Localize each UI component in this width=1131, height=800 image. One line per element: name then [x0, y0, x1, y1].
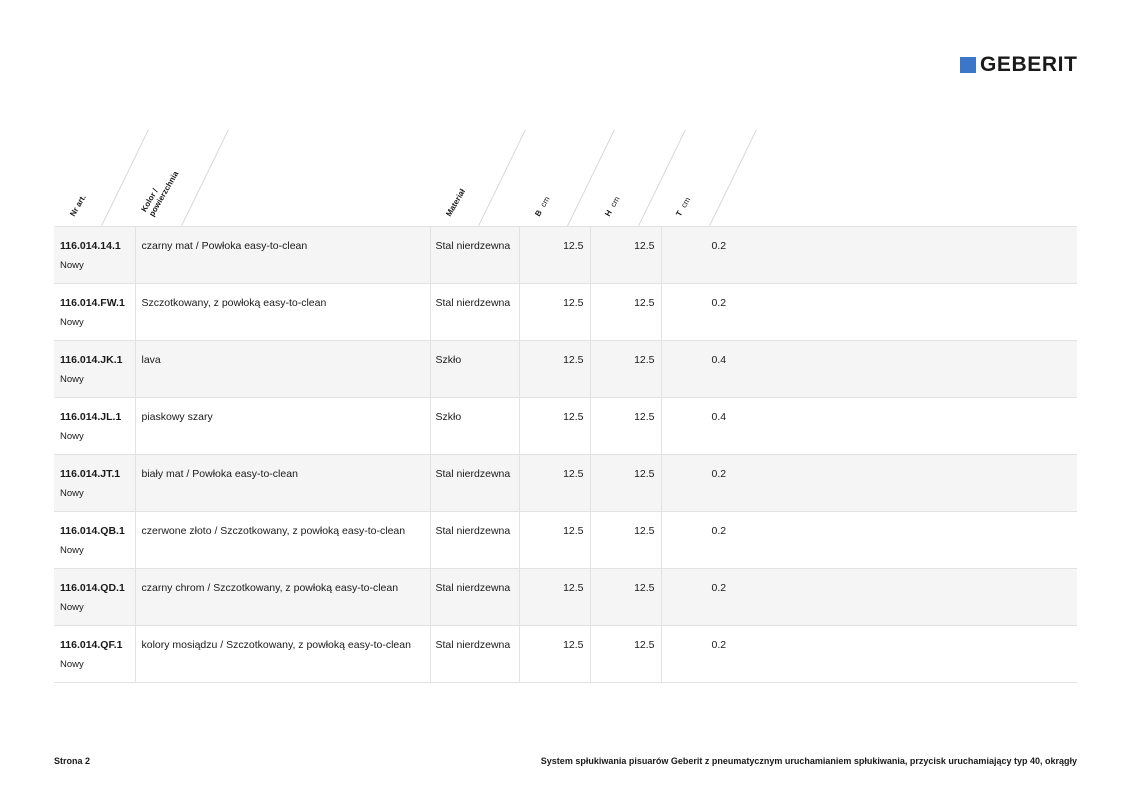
depth-cell: 0.2 — [661, 227, 732, 284]
color-cell: biały mat / Powłoka easy-to-clean — [135, 455, 430, 512]
depth-cell: 0.2 — [661, 626, 732, 683]
table-row — [54, 341, 1077, 398]
new-badge: Nowy — [60, 545, 84, 556]
product-table — [54, 226, 1077, 683]
depth-cell: 0.2 — [661, 569, 732, 626]
empty-cell — [732, 512, 1077, 569]
article-cell — [54, 341, 135, 398]
table-row — [54, 626, 1077, 683]
depth-cell: 0.2 — [661, 512, 732, 569]
color-cell: Szczotkowany, z powłoką easy-to-clean — [135, 284, 430, 341]
article-number: 116.014.QF.1 — [60, 639, 123, 651]
geberit-logo — [960, 55, 1078, 75]
new-badge: Nowy — [60, 602, 84, 613]
header-divider — [101, 130, 149, 226]
article-cell — [54, 227, 135, 284]
header-divider — [478, 130, 526, 226]
column-header-art: Nr art. — [68, 193, 88, 218]
width-cell: 12.5 — [519, 284, 590, 341]
height-cell: 12.5 — [590, 398, 661, 455]
new-badge: Nowy — [60, 374, 84, 385]
height-cell: 12.5 — [590, 284, 661, 341]
empty-cell — [732, 398, 1077, 455]
width-cell: 12.5 — [519, 398, 590, 455]
column-header-h: Hcm — [603, 194, 622, 218]
width-cell: 12.5 — [519, 341, 590, 398]
depth-cell: 0.4 — [661, 341, 732, 398]
color-cell: czarny chrom / Szczotkowany, z powłoką easy-to-clean — [135, 569, 430, 626]
table-row — [54, 284, 1077, 341]
material-cell: Stal nierdzewna — [430, 455, 519, 512]
empty-cell — [732, 227, 1077, 284]
table-row — [54, 398, 1077, 455]
height-cell: 12.5 — [590, 569, 661, 626]
width-cell: 12.5 — [519, 455, 590, 512]
header-divider — [709, 130, 757, 226]
new-badge: Nowy — [60, 488, 84, 499]
article-number: 116.014.14.1 — [60, 240, 121, 252]
new-badge: Nowy — [60, 260, 84, 271]
article-cell — [54, 284, 135, 341]
table-row — [54, 455, 1077, 512]
article-cell — [54, 512, 135, 569]
table-row — [54, 227, 1077, 284]
article-number: 116.014.JT.1 — [60, 468, 121, 480]
depth-cell: 0.4 — [661, 398, 732, 455]
document-title: System spłukiwania pisuarów Geberit z pneumatycznym uruchamianiem spłukiwania, przycisk uruchamiający typ 40, okrągły — [540, 756, 1077, 766]
empty-cell — [732, 569, 1077, 626]
material-cell: Stal nierdzewna — [430, 227, 519, 284]
article-number: 116.014.JK.1 — [60, 354, 123, 366]
color-cell: lava — [135, 341, 430, 398]
table-row — [54, 512, 1077, 569]
empty-cell — [732, 284, 1077, 341]
table-header — [54, 130, 1077, 226]
width-cell: 12.5 — [519, 569, 590, 626]
page-number: Strona 2 — [54, 756, 91, 766]
article-number: 116.014.FW.1 — [60, 297, 125, 309]
empty-cell — [732, 455, 1077, 512]
color-cell: czarny mat / Powłoka easy-to-clean — [135, 227, 430, 284]
new-badge: Nowy — [60, 431, 84, 442]
logo-square-icon — [960, 57, 976, 73]
article-number: 116.014.QB.1 — [60, 525, 125, 537]
material-cell: Stal nierdzewna — [430, 512, 519, 569]
height-cell: 12.5 — [590, 227, 661, 284]
column-header-color: Kolor / powierzchnia — [139, 169, 181, 218]
material-cell: Stal nierdzewna — [430, 284, 519, 341]
column-header-b: Bcm — [533, 194, 552, 218]
height-cell: 12.5 — [590, 626, 661, 683]
new-badge: Nowy — [60, 659, 84, 670]
depth-cell: 0.2 — [661, 284, 732, 341]
height-cell: 12.5 — [590, 512, 661, 569]
table-row — [54, 569, 1077, 626]
article-cell — [54, 626, 135, 683]
new-badge: Nowy — [60, 317, 84, 328]
width-cell: 12.5 — [519, 227, 590, 284]
width-cell: 12.5 — [519, 512, 590, 569]
article-cell — [54, 398, 135, 455]
empty-cell — [732, 341, 1077, 398]
article-cell — [54, 569, 135, 626]
logo-text: GEBERIT — [980, 53, 1078, 76]
article-cell — [54, 455, 135, 512]
article-number: 116.014.JL.1 — [60, 411, 122, 423]
depth-cell: 0.2 — [661, 455, 732, 512]
color-cell: czerwone złoto / Szczotkowany, z powłoką easy-to-clean — [135, 512, 430, 569]
height-cell: 12.5 — [590, 341, 661, 398]
color-cell: kolory mosiądzu / Szczotkowany, z powłoką easy-to-clean — [135, 626, 430, 683]
material-cell: Szkło — [430, 398, 519, 455]
column-header-t: Tcm — [674, 195, 693, 218]
material-cell: Stal nierdzewna — [430, 569, 519, 626]
height-cell: 12.5 — [590, 455, 661, 512]
empty-cell — [732, 626, 1077, 683]
color-cell: piaskowy szary — [135, 398, 430, 455]
material-cell: Szkło — [430, 341, 519, 398]
column-header-material: Materiał — [444, 187, 468, 218]
article-number: 116.014.QD.1 — [60, 582, 125, 594]
material-cell: Stal nierdzewna — [430, 626, 519, 683]
header-divider — [181, 130, 229, 226]
width-cell: 12.5 — [519, 626, 590, 683]
